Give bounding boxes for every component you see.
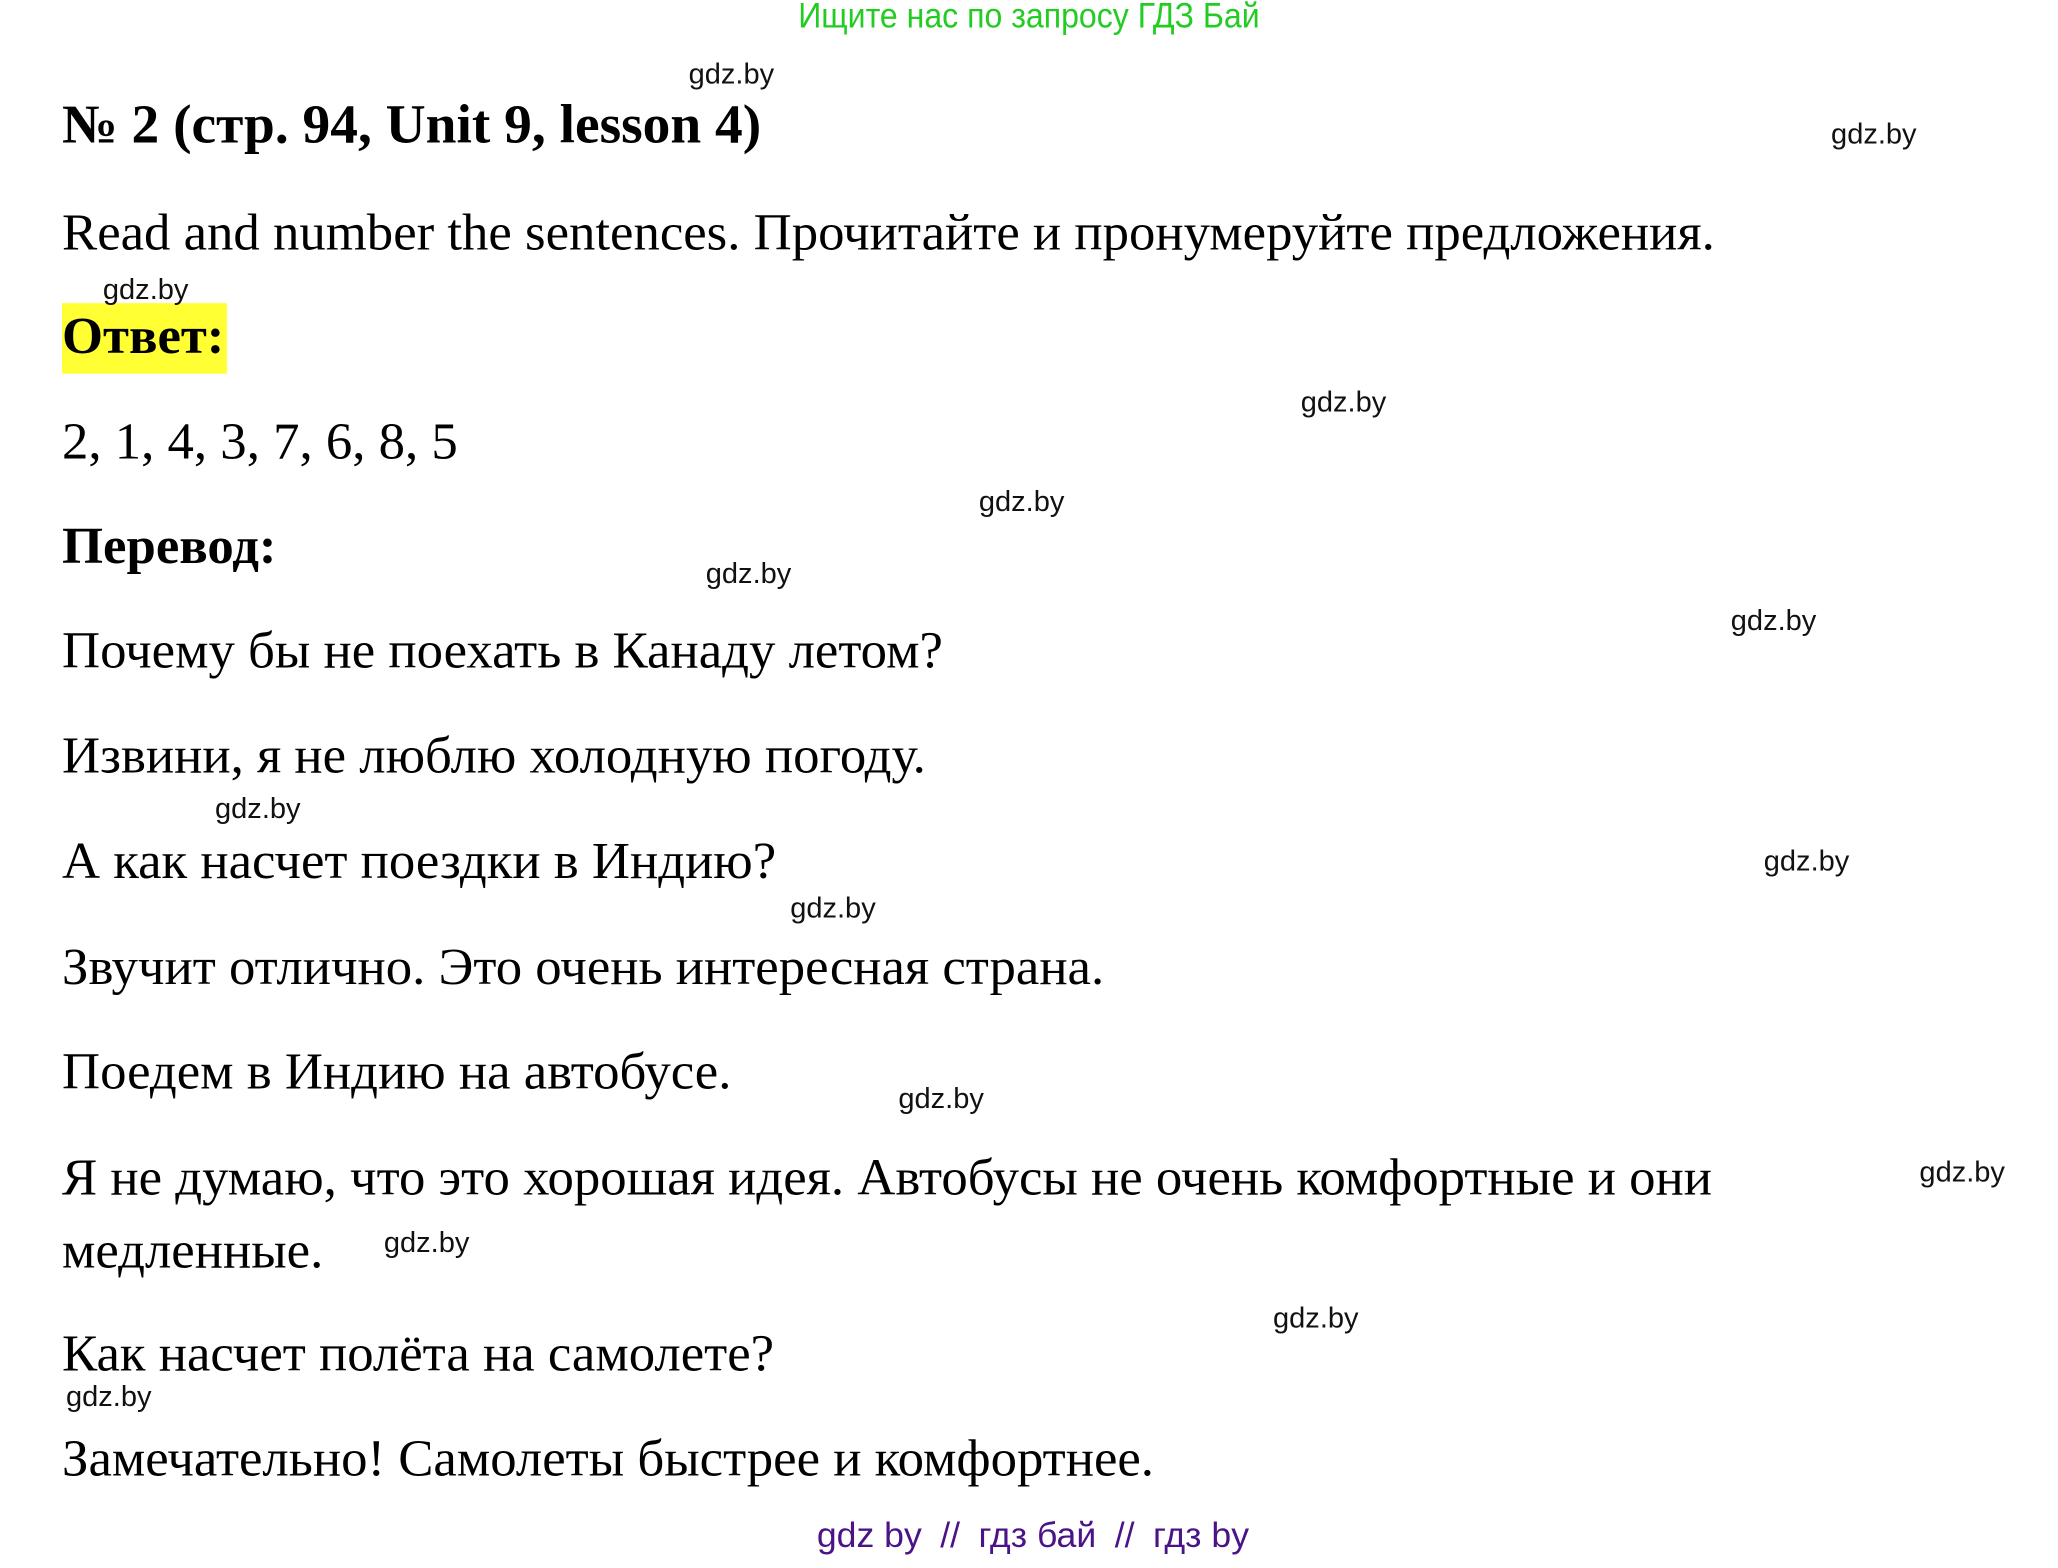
translation-sentence: Звучит отлично. Это очень интересная страна. bbox=[62, 936, 1105, 996]
watermark: gdz.by bbox=[978, 484, 1065, 518]
watermark: gdz.by bbox=[1273, 1301, 1359, 1335]
translation-sentence: Я не думаю, что это хорошая идея. Автобусы не очень комфортные и они bbox=[62, 1147, 1713, 1207]
watermark: gdz.by bbox=[1919, 1155, 2005, 1188]
translation-sentence: Как насчет полёта на самолете? bbox=[62, 1323, 775, 1383]
watermark: gdz.by bbox=[898, 1081, 984, 1115]
translation-sentence: А как насчет поездки в Индию? bbox=[62, 831, 777, 890]
footer-link[interactable]: gdz by bbox=[816, 1515, 922, 1555]
watermark: gdz.by bbox=[1300, 385, 1387, 419]
watermark: gdz.by bbox=[1831, 117, 1917, 151]
translation-sentence: Почему бы не поехать в Канаду летом? bbox=[62, 620, 943, 680]
footer bbox=[0, 1516, 2058, 1557]
footer-separator: // bbox=[940, 1515, 961, 1555]
translation-sentence: Замечательно! Самолеты быстрее и комфортнее. bbox=[62, 1428, 1154, 1488]
footer-separator: // bbox=[1114, 1515, 1135, 1555]
translation-sentence: Извини, я не люблю холодную погоду. bbox=[62, 725, 926, 785]
translation-sentence: Поедем в Индию на автобусе. bbox=[62, 1041, 732, 1101]
watermark: gdz.by bbox=[215, 791, 301, 825]
answer-label: Ответ: bbox=[62, 303, 227, 374]
watermark: gdz.by bbox=[65, 1379, 152, 1413]
footer-link[interactable]: гдз бай bbox=[978, 1515, 1097, 1555]
footer-link[interactable]: гдз by bbox=[1152, 1515, 1250, 1555]
watermark: gdz.by bbox=[688, 57, 775, 91]
answer-sequence: 2, 1, 4, 3, 7, 6, 8, 5 bbox=[62, 411, 458, 471]
translation-label: Перевод: bbox=[62, 516, 277, 575]
watermark: gdz.by bbox=[1730, 603, 1817, 637]
search-banner: Ищите нас по запросу ГДЗ Бай bbox=[798, 0, 1260, 36]
watermark: gdz.by bbox=[705, 556, 792, 590]
watermark: gdz.by bbox=[1763, 844, 1850, 877]
translation-sentence: медленные. bbox=[62, 1220, 324, 1280]
watermark: gdz.by bbox=[102, 273, 189, 306]
watermark: gdz.by bbox=[790, 891, 876, 924]
exercise-task: Read and number the sentences. Прочитайте и пронумеруйте предложения. bbox=[62, 202, 1715, 262]
exercise-title: № 2 (стр. 94, Unit 9, lesson 4) bbox=[62, 95, 762, 156]
watermark: gdz.by bbox=[383, 1225, 470, 1259]
